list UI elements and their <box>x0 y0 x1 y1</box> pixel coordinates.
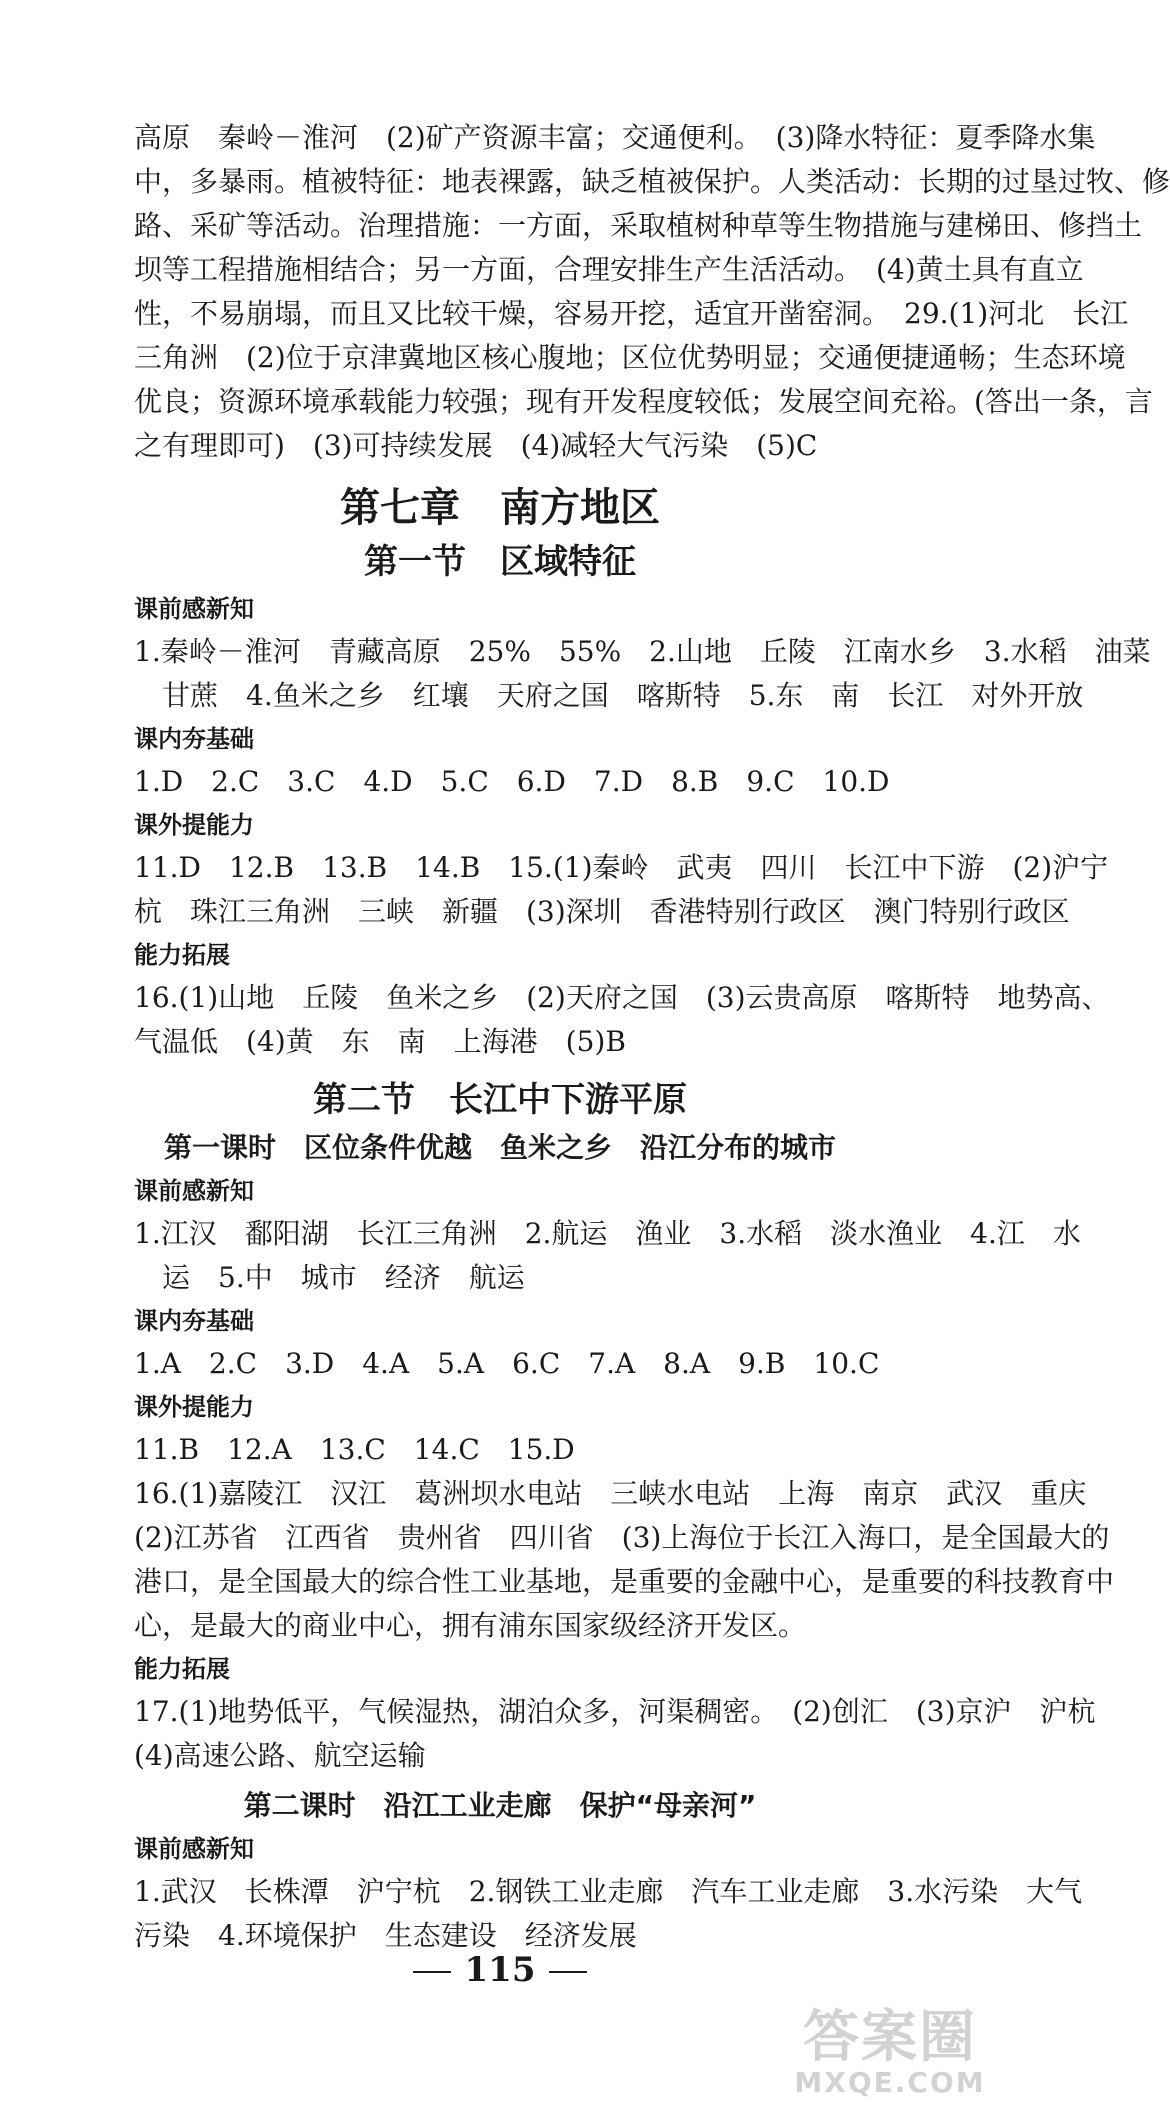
lesson-title: 第二课时 沿江工业走廊 保护“母亲河” <box>243 1789 757 1822</box>
answer-line: 16.(1)嘉陵江 汉江 葛洲坝水电站 三峡水电站 上海 南京 武汉 重庆 <box>134 1477 1087 1510</box>
label-after-class: 课外提能力 <box>134 811 254 839</box>
label-pre-class: 课前感新知 <box>134 1177 254 1205</box>
answer-line: 1.武汉 长株潭 沪宁杭 2.钢铁工业走廊 汽车工业走廊 3.水污染 大气 <box>134 1875 1083 1908</box>
paragraph-line: 中，多暴雨。植被特征：地表裸露，缺乏植被保护。人类活动：长期的过垦过牧、修 <box>134 165 1170 198</box>
paragraph-line: 优良；资源环境承载能力较强；现有开发程度较低；发展空间充裕。(答出一条，言 <box>134 385 1153 418</box>
answer-line: 杭 珠江三角洲 三峡 新疆 (3)深圳 香港特别行政区 澳门特别行政区 <box>134 895 1070 928</box>
answer-line: 1.D 2.C 3.C 4.D 5.C 6.D 7.D 8.B 9.C 10.D <box>134 765 890 798</box>
answer-line: 17.(1)地势低平，气候湿热，湖泊众多，河渠稠密。 (2)创汇 (3)京沪 沪杭 <box>134 1695 1096 1728</box>
label-extension: 能力拓展 <box>134 941 230 969</box>
watermark-logo <box>790 2005 990 2108</box>
label-in-class: 课内夯基础 <box>134 1307 254 1335</box>
answer-line: 11.D 12.B 13.B 14.B 15.(1)秦岭 武夷 四川 长江中下游 (2)沪宁 <box>134 851 1109 884</box>
answer-line: 污染 4.环境保护 生态建设 经济发展 <box>134 1919 637 1952</box>
answer-line: 甘蔗 4.鱼米之乡 红壤 天府之国 喀斯特 5.东 南 长江 对外开放 <box>162 679 1084 712</box>
label-after-class: 课外提能力 <box>134 1393 254 1421</box>
answer-line: 1.江汉 鄱阳湖 长江三角洲 2.航运 渔业 3.水稻 淡水渔业 4.江 水 <box>134 1217 1081 1250</box>
dash-left <box>413 1971 451 1973</box>
page-number-value: 115 <box>464 1950 536 1990</box>
paragraph-line: 坝等工程措施相结合；另一方面，合理安排生产生活活动。 (4)黄土具有直立 <box>134 253 1084 286</box>
answer-line: 气温低 (4)黄 东 南 上海港 (5)B <box>134 1025 626 1058</box>
watermark-cn: 答案圈 <box>803 2005 977 2070</box>
dash-right <box>549 1971 587 1973</box>
answer-line: 16.(1)山地 丘陵 鱼米之乡 (2)天府之国 (3)云贵高原 喀斯特 地势高、 <box>134 981 1110 1014</box>
answer-line: 港口，是全国最大的综合性工业基地，是重要的金融中心，是重要的科技教育中 <box>134 1565 1115 1598</box>
paragraph-line: 性，不易崩塌，而且又比较干燥，容易开挖，适宜开凿窑洞。 29.(1)河北 长江 <box>134 297 1129 330</box>
answer-line: 运 5.中 城市 经济 航运 <box>162 1261 525 1294</box>
chapter-title: 第七章 南方地区 <box>340 485 660 531</box>
answer-line: (4)高速公路、航空运输 <box>134 1739 426 1772</box>
paragraph-line: 之有理即可) (3)可持续发展 (4)减轻大气污染 (5)C <box>134 429 818 462</box>
section-title: 第一节 区域特征 <box>364 542 636 582</box>
paragraph-line: 三角洲 (2)位于京津冀地区核心腹地；区位优势明显；交通便捷通畅；生态环境 <box>134 341 1126 374</box>
answer-line: 11.B 12.A 13.C 14.C 15.D <box>134 1433 575 1466</box>
paragraph-line: 高原 秦岭－淮河 (2)矿产资源丰富；交通便利。 (3)降水特征：夏季降水集 <box>134 121 1096 154</box>
lesson-title: 第一课时 区位条件优越 鱼米之乡 沿江分布的城市 <box>163 1131 836 1164</box>
label-pre-class: 课前感新知 <box>134 595 254 623</box>
section-title: 第二节 长江中下游平原 <box>313 1080 687 1120</box>
answer-line: (2)江苏省 江西省 贵州省 四川省 (3)上海位于长江入海口，是全国最大的 <box>134 1521 1110 1554</box>
page-number <box>0 1950 1000 1990</box>
label-extension: 能力拓展 <box>134 1655 230 1683</box>
watermark-en: MXQE.COM <box>794 2066 986 2099</box>
paragraph-line: 路、采矿等活动。治理措施：一方面，采取植树种草等生物措施与建梯田、修挡土 <box>134 209 1143 242</box>
answer-line: 1.A 2.C 3.D 4.A 5.A 6.C 7.A 8.A 9.B 10.C <box>134 1347 880 1380</box>
label-pre-class: 课前感新知 <box>134 1835 254 1863</box>
label-in-class: 课内夯基础 <box>134 725 254 753</box>
answer-line: 1.秦岭－淮河 青藏高原 25% 55% 2.山地 丘陵 江南水乡 3.水稻 油菜 <box>134 635 1151 668</box>
answer-line: 心，是最大的商业中心，拥有浦东国家级经济开发区。 <box>134 1609 807 1642</box>
